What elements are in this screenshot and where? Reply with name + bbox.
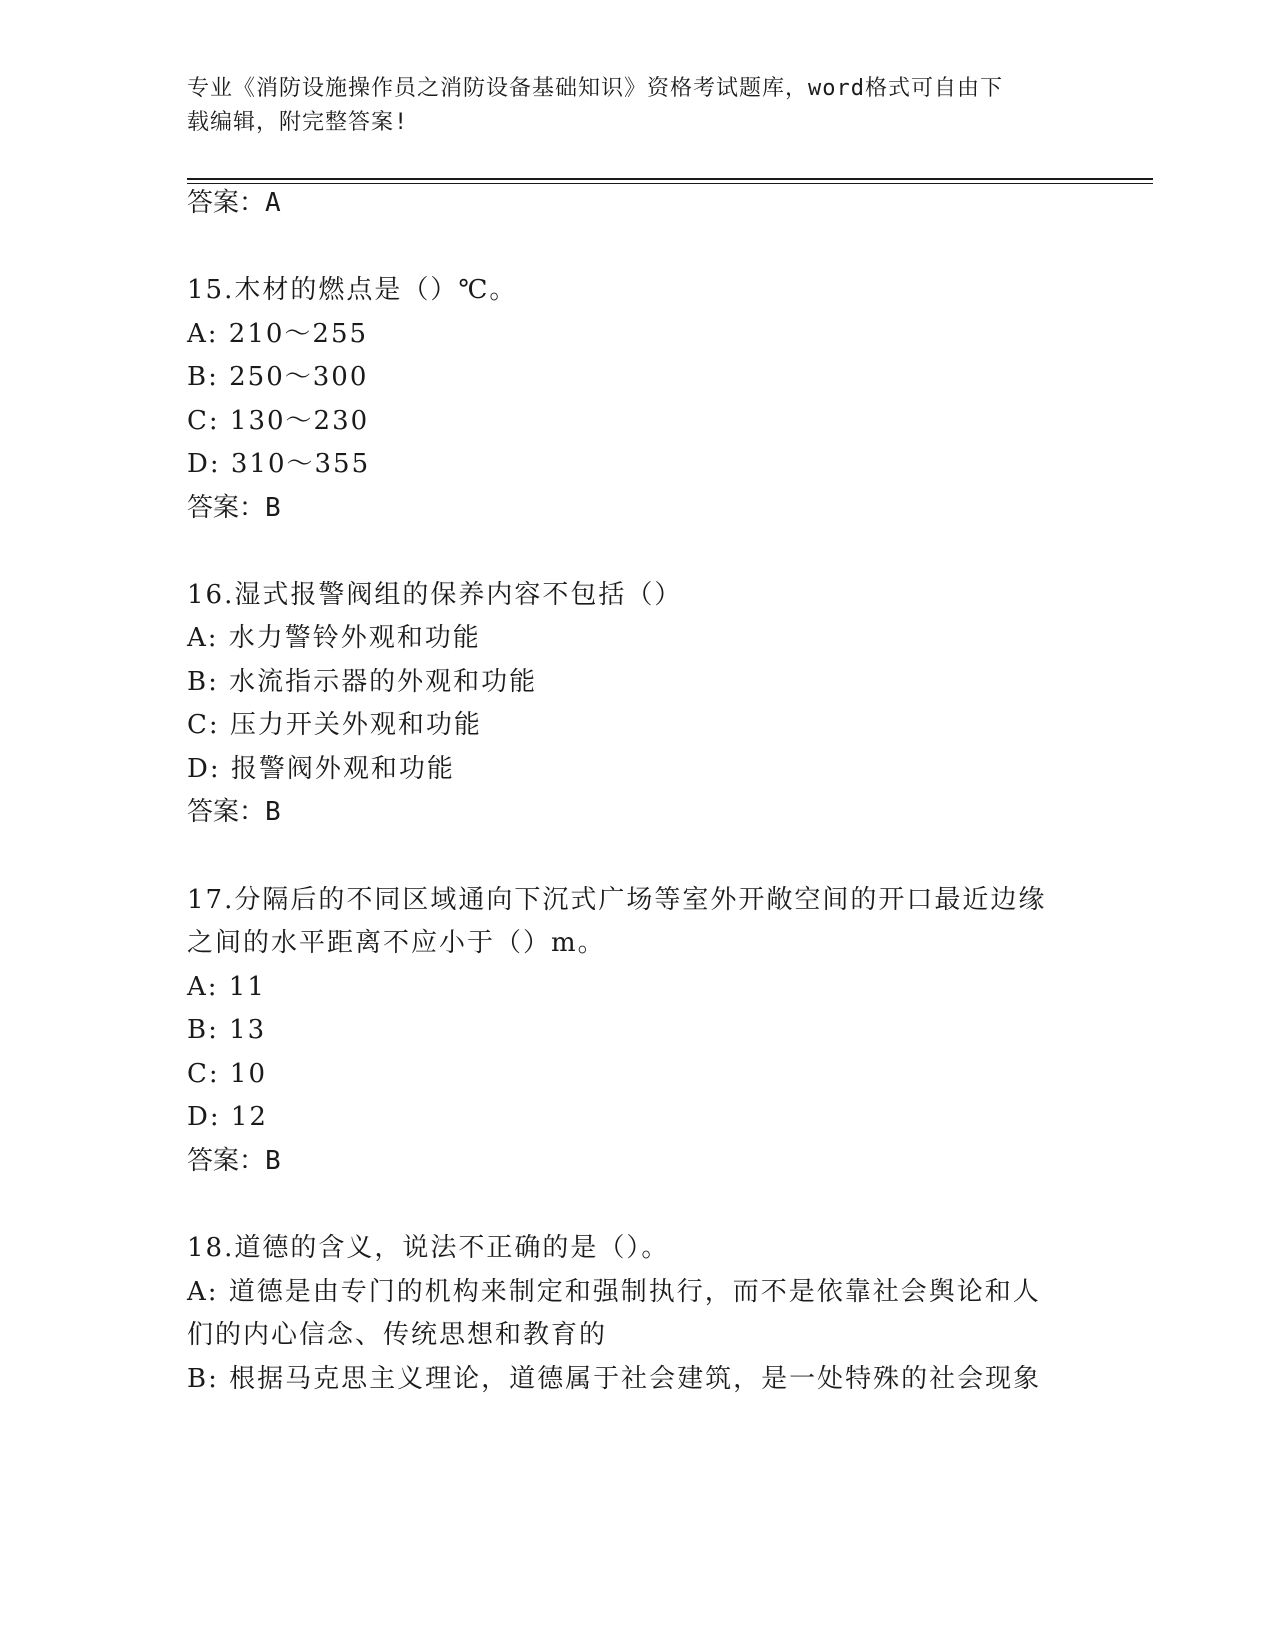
question-15-option-d: D: 310～355 (187, 449, 371, 479)
question-17-option-d: D: 12 (187, 1102, 268, 1132)
question-15-option-c: C: 130～230 (187, 406, 370, 436)
question-16-answer: 答案：B (187, 797, 281, 827)
question-18-option-a-line-1: A: 道德是由专门的机构来制定和强制执行，而不是依靠社会舆论和人 (187, 1277, 1041, 1307)
question-17-stem-line-1: 17.分隔后的不同区域通向下沉式广场等室外开敞空间的开口最近边缘 (187, 885, 1047, 915)
question-16-option-d: D: 报警阀外观和功能 (187, 754, 455, 784)
question-15-answer: 答案：B (187, 493, 281, 523)
header-divider-thick (187, 178, 1153, 180)
document-header (187, 72, 1067, 140)
header-line-1: 专业《消防设施操作员之消防设备基础知识》资格考试题库，word格式可自由下 (187, 76, 1003, 101)
question-16-option-a: A: 水力警铃外观和功能 (187, 623, 481, 653)
question-18-option-b: B: 根据马克思主义理论，道德属于社会建筑，是一处特殊的社会现象 (187, 1364, 1042, 1394)
question-16-option-c: C: 压力开关外观和功能 (187, 710, 482, 740)
question-18-option-a-line-2: 们的内心信念、传统思想和教育的 (187, 1320, 608, 1350)
question-17-answer: 答案：B (187, 1146, 281, 1176)
question-16-stem: 16.湿式报警阀组的保养内容不包括（） (187, 580, 683, 610)
question-17-option-a: A: 11 (187, 972, 266, 1002)
header-divider-thin (187, 183, 1153, 184)
question-17-option-c: C: 10 (187, 1059, 268, 1089)
question-15-option-a: A: 210～255 (187, 319, 369, 349)
question-17-stem-line-2: 之间的水平距离不应小于（）m。 (187, 928, 606, 958)
question-18-stem: 18.道德的含义，说法不正确的是（）。 (187, 1233, 670, 1263)
question-16-option-b: B: 水流指示器的外观和功能 (187, 667, 538, 697)
question-15-option-b: B: 250～300 (187, 362, 369, 392)
question-17-option-b: B: 13 (187, 1015, 267, 1045)
header-line-2: 载编辑，附完整答案! (187, 110, 409, 135)
answer-prev-question: 答案：A (187, 188, 281, 218)
question-15-stem: 15.木材的燃点是（）℃。 (187, 275, 518, 305)
